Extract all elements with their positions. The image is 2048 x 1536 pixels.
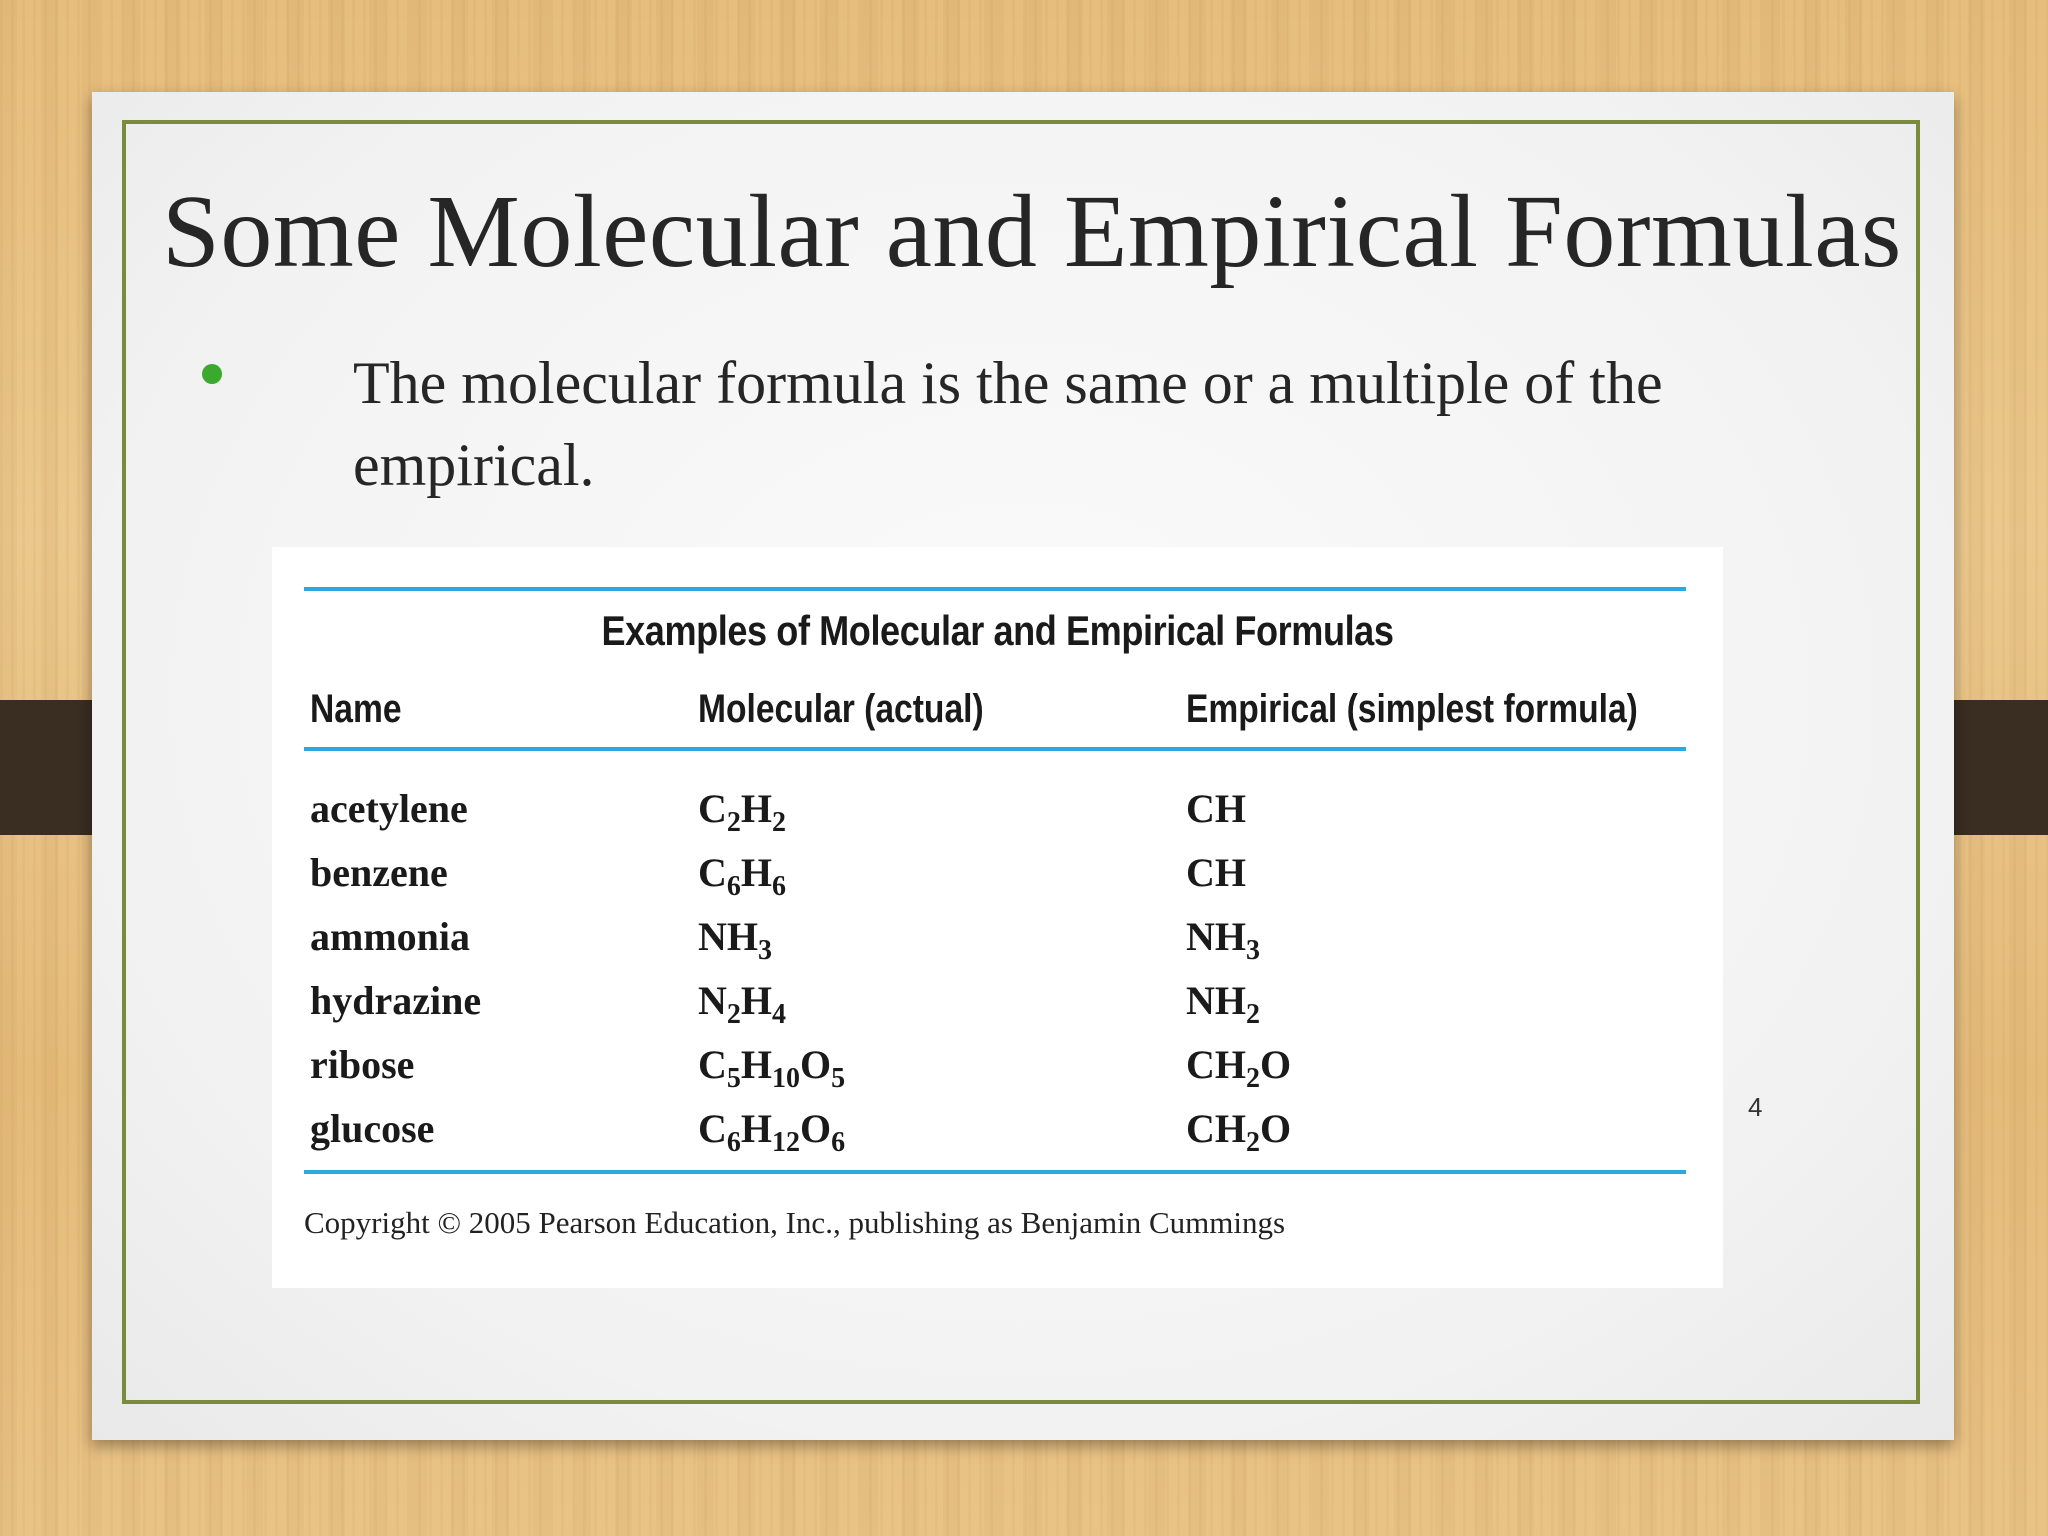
copyright-notice: Copyright © 2005 Pearson Education, Inc., publishing as Benjamin Cummings (304, 1205, 1286, 1240)
compound-name: ammonia (310, 914, 470, 959)
molecular-formula: $C_5H_{10}O_5$ (698, 1042, 846, 1094)
empirical-formula: $NH_3$ (1186, 914, 1260, 966)
empirical-formula: CH (1186, 850, 1246, 895)
page-number: 4 (1748, 1092, 1763, 1122)
compound-name: ribose (310, 1042, 415, 1087)
bullet-point (202, 342, 1782, 506)
slide (92, 92, 1954, 1440)
compound-name: acetylene (310, 786, 468, 831)
molecular-formula: $NH_3$ (698, 914, 772, 966)
column-header-empirical: Empirical (simplest formula) (1186, 687, 1638, 731)
molecular-formula: $C_6H_{12}O_6$ (698, 1106, 846, 1158)
table-title: Examples of Molecular and Empirical Formulas (601, 607, 1394, 654)
compound-name: hydrazine (310, 978, 482, 1023)
empirical-formula: $CH_2O$ (1186, 1042, 1292, 1094)
column-header-molecular: Molecular (actual) (698, 687, 984, 731)
empirical-formula: $CH_2O$ (1186, 1106, 1292, 1158)
column-header-name: Name (310, 687, 402, 731)
bullet-text (202, 342, 1782, 506)
molecular-formula: $C_2H_2$ (698, 786, 787, 838)
molecular-formula: $C_6H_6$ (698, 850, 787, 902)
slide-title: Some Molecular and Empirical Formulas (162, 174, 1902, 289)
empirical-formula: $NH_2$ (1186, 978, 1260, 1030)
formula-table-figure (272, 547, 1723, 1288)
top-rule (304, 587, 1686, 591)
bullet-line-2: empirical. (353, 432, 595, 498)
compound-name: glucose (310, 1106, 435, 1151)
bottom-rule (304, 1170, 1686, 1174)
header-rule (304, 747, 1686, 751)
bullet-line-1: The molecular formula is the same or a multiple of the (353, 350, 1663, 416)
bullet-dot-icon (202, 364, 222, 384)
empirical-formula: CH (1186, 786, 1246, 831)
molecular-formula: $N_2H_4$ (698, 978, 787, 1030)
compound-name: benzene (310, 850, 448, 895)
